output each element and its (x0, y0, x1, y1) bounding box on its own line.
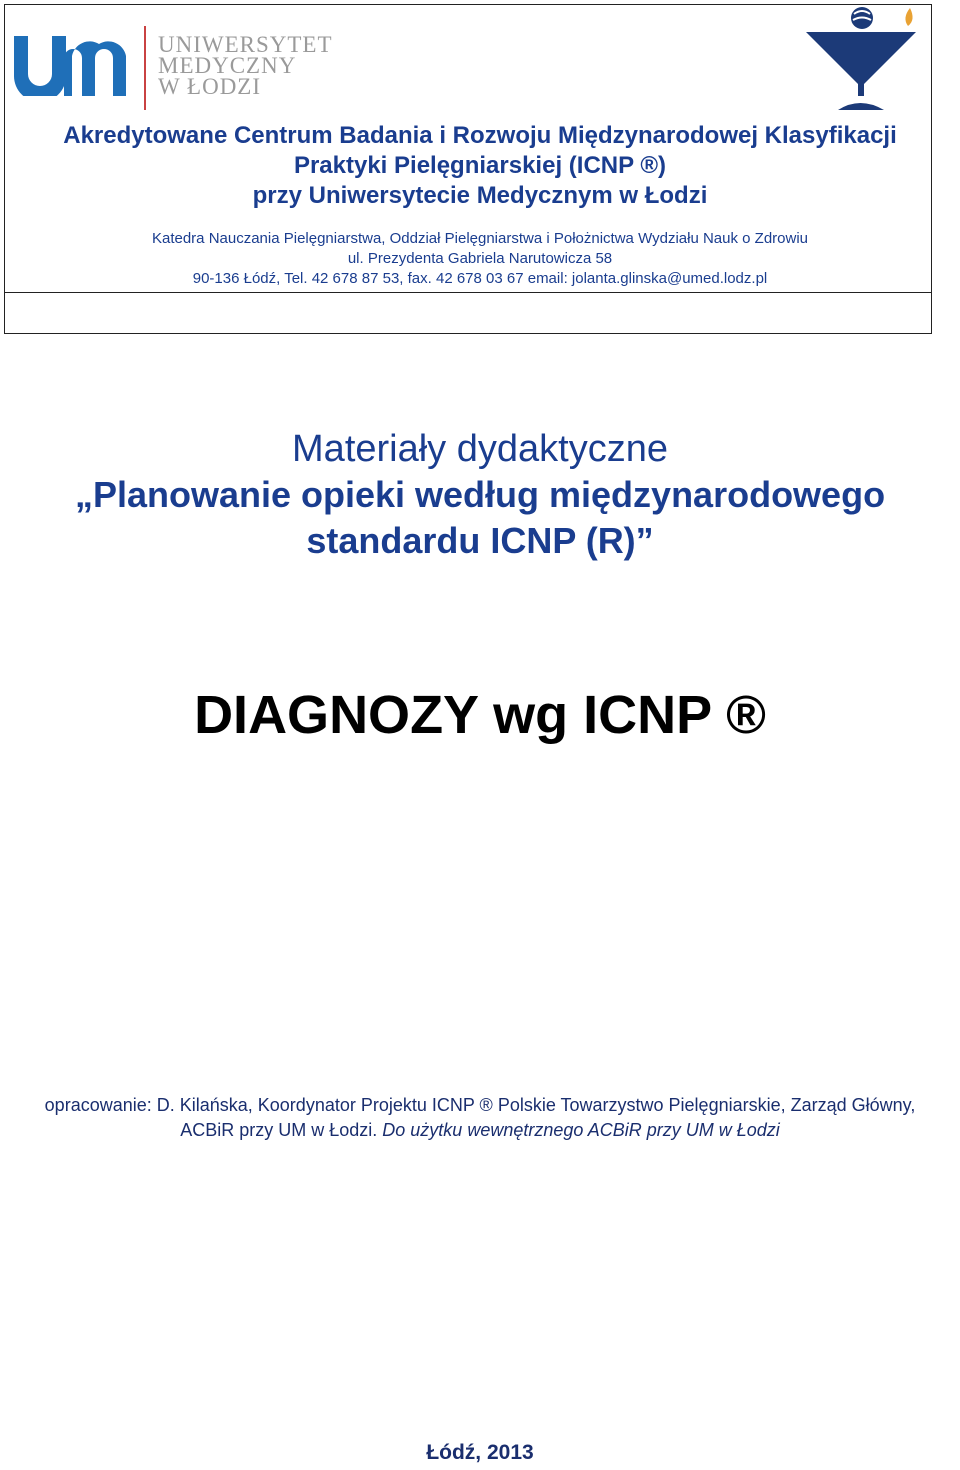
um-monogram-icon (10, 36, 128, 96)
contact-line: 90-136 Łódź, Tel. 42 678 87 53, fax. 42 678 03 67 email: jolanta.glinska@umed.lodz.pl (192, 270, 768, 287)
wordmark-line-1: UNIWERSYTET (158, 32, 333, 57)
author-line-2 (0, 1118, 960, 1143)
center-title-line-2: Praktyki Pielęgniarskiej (ICNP ®) (293, 152, 667, 179)
center-title-line-1: Akredytowane Centrum Badania i Rozwoju Międzynarodowej Klasyfikacji (63, 122, 897, 149)
header-divider (5, 292, 931, 293)
place-and-year: Łódź, 2013 (426, 1441, 534, 1464)
center-title-line-3: przy Uniwersytecie Medycznym w Łodzi (252, 182, 708, 209)
wordmark-line-3: W ŁODZI (158, 74, 262, 99)
internal-use-note: Do użytku wewnętrznego ACBiR przy UM w Łodzi (382, 1120, 780, 1140)
diagnoses-heading: DIAGNOZY wg ICNP ® (194, 685, 766, 745)
wordmark-line-2: MEDYCZNY (158, 53, 297, 78)
address-line: ul. Prezydenta Gabriela Narutowicza 58 (347, 250, 613, 267)
materials-title: Materiały dydaktyczne (292, 428, 668, 470)
author-affiliation: ACBiR przy UM w Łodzi. (180, 1120, 383, 1140)
university-logo (10, 22, 340, 112)
department-line: Katedra Nauczania Pielęgniarstwa, Oddział Pielęgniarstwa i Położnictwa Wydziału Nauk o Zdrowiu (151, 230, 808, 247)
subtitle-line-1: „Planowanie opieki według międzynarodowego (74, 474, 886, 515)
university-wordmark (158, 34, 333, 97)
author-line-1: opracowanie: D. Kilańska, Koordynator Projektu ICNP ® Polskie Towarzystwo Pielęgniarskie, Zarząd Główny, (44, 1095, 916, 1115)
logo-divider-rule (144, 26, 146, 110)
subtitle-line-2: standardu ICNP (R)” (306, 520, 654, 561)
chalice-logo-icon (800, 4, 920, 114)
